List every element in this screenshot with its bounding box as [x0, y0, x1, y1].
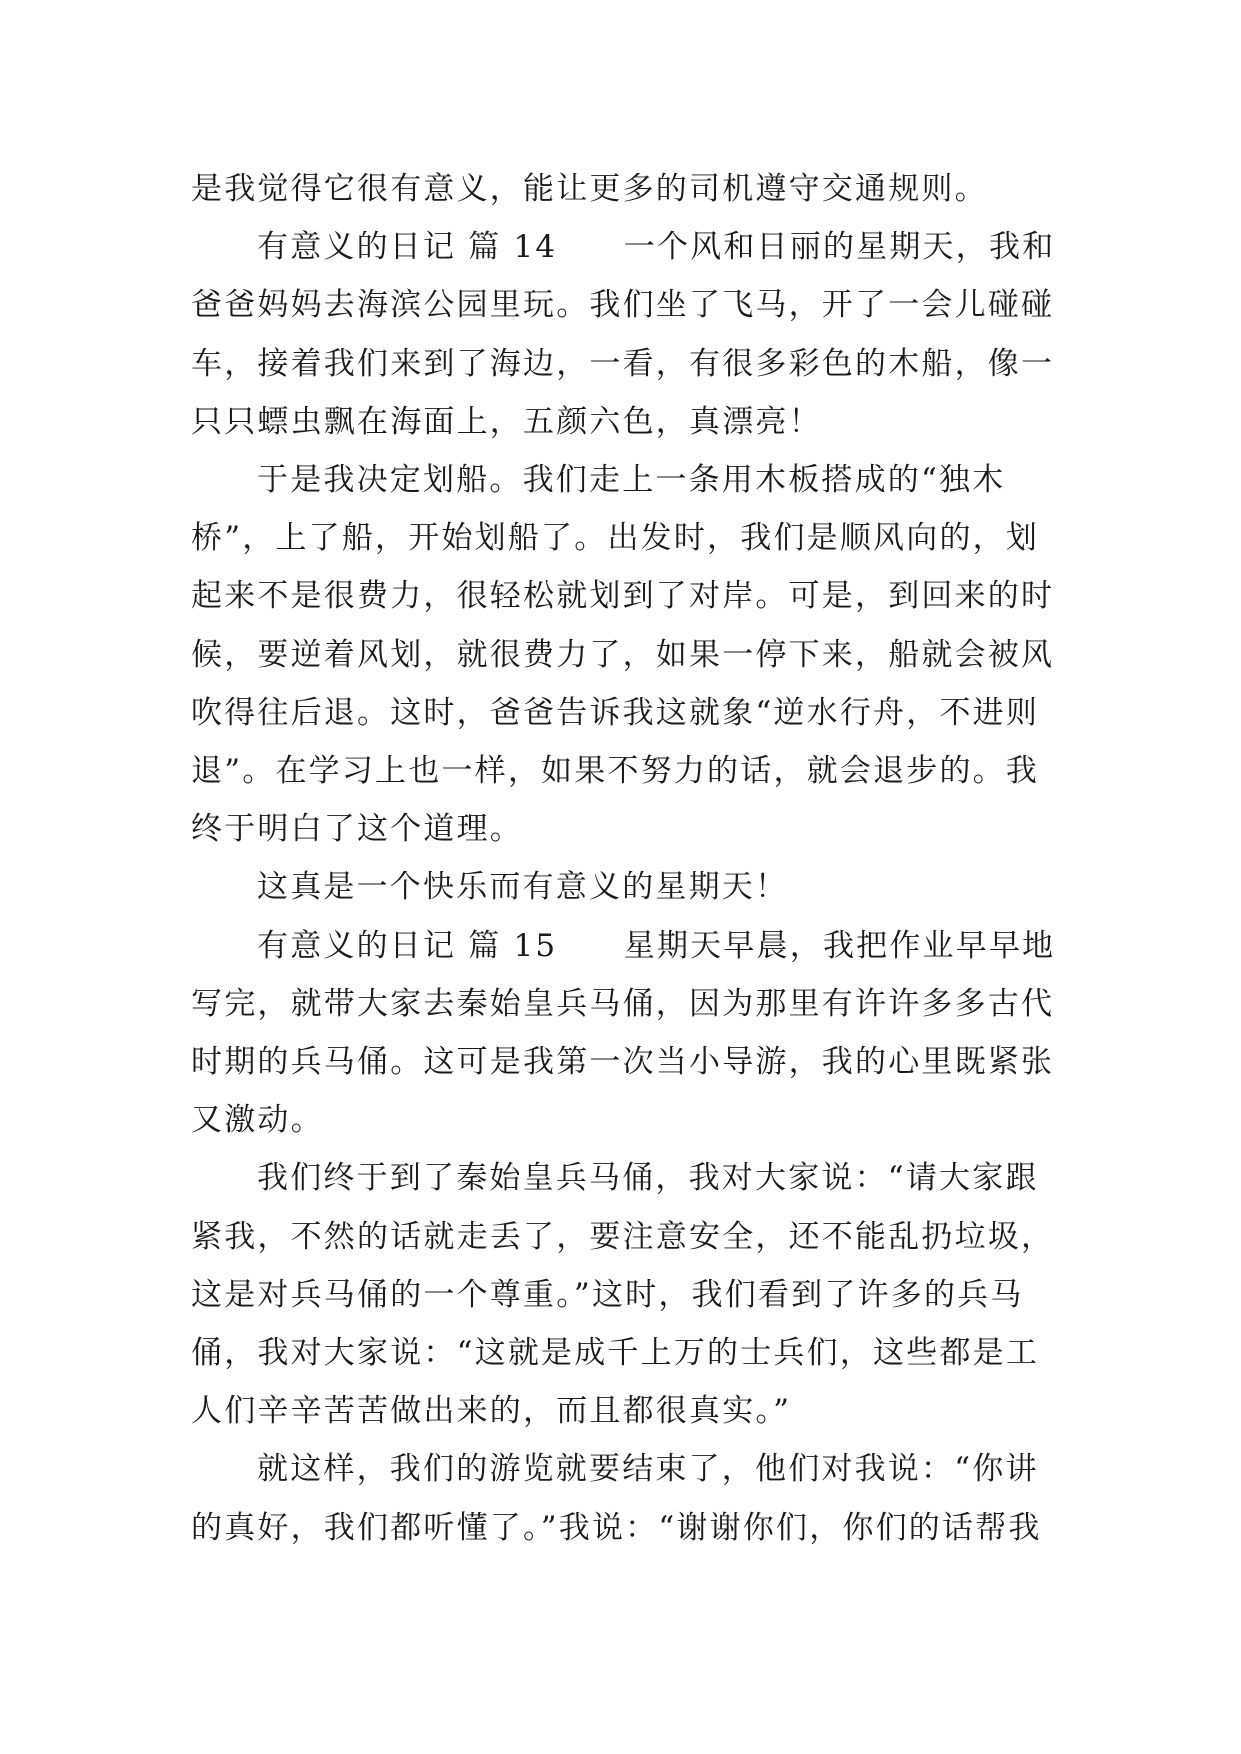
text-line: 俑，我对大家说：“这就是成千上万的士兵们，这些都是工 [191, 1335, 1040, 1372]
text-line: 时期的兵马俑。这可是我第一次当小导游，我的心里既紧张 [191, 1044, 1055, 1081]
text-line: 又激动。 [191, 1102, 324, 1139]
entry-heading-line: 有意义的日记 篇 15 星期天早晨，我把作业早早地 [257, 927, 1056, 964]
text-line: 桥”，上了船，开始划船了。出发时，我们是顺风向的，划 [191, 520, 1040, 557]
paragraph-start-line: 于是我决定划船。我们走上一条用木板搭成的“独木 [257, 462, 1006, 499]
text-line: 起来不是很费力，很轻松就划到了对岸。可是，到回来的时 [191, 578, 1055, 615]
text-line: 终于明白了这个道理。 [191, 811, 523, 848]
text-line: 紧我，不然的话就走丢了，要注意安全，还不能乱扔垃圾， [191, 1218, 1055, 1255]
text-line: 写完，就带大家去秦始皇兵马俑，因为那里有许许多多古代 [191, 985, 1055, 1022]
paragraph-start-line: 这真是一个快乐而有意义的星期天！ [257, 869, 789, 906]
text-line: 退”。在学习上也一样，如果不努力的话，就会退步的。我 [191, 753, 1040, 790]
text-line: 是我觉得它很有意义，能让更多的司机遵守交通规则。 [191, 171, 988, 207]
paragraph-start-line: 我们终于到了秦始皇兵马俑，我对大家说：“请大家跟 [257, 1160, 1039, 1197]
text-line: 这是对兵马俑的一个尊重。”这时，我们看到了许多的兵马 [191, 1276, 1024, 1313]
text-line: 的真好，我们都听懂了。”我说：“谢谢你们，你们的话帮我 [191, 1509, 1042, 1546]
text-line: 车，接着我们来到了海边，一看，有很多彩色的木船，像一 [191, 345, 1055, 382]
entry-heading-line: 有意义的日记 篇 14 一个风和日丽的星期天，我和 [257, 229, 1056, 266]
text-line: 只只螵虫飘在海面上，五颜六色，真漂亮！ [191, 403, 822, 440]
text-line: 候，要逆着风划，就很费力了，如果一停下来，船就会被风 [191, 636, 1055, 673]
text-line: 人们辛辛苦苦做出来的，而且都很真实。” [191, 1393, 792, 1430]
paragraph-start-line: 就这样，我们的游览就要结束了，他们对我说：“你讲 [257, 1451, 1039, 1488]
text-line: 吹得往后退。这时，爸爸告诉我这就象“逆水行舟，不进则 [191, 694, 1040, 731]
text-line: 爸爸妈妈去海滨公园里玩。我们坐了飞马，开了一会儿碰碰 [191, 287, 1055, 324]
document-body [191, 160, 1061, 1557]
